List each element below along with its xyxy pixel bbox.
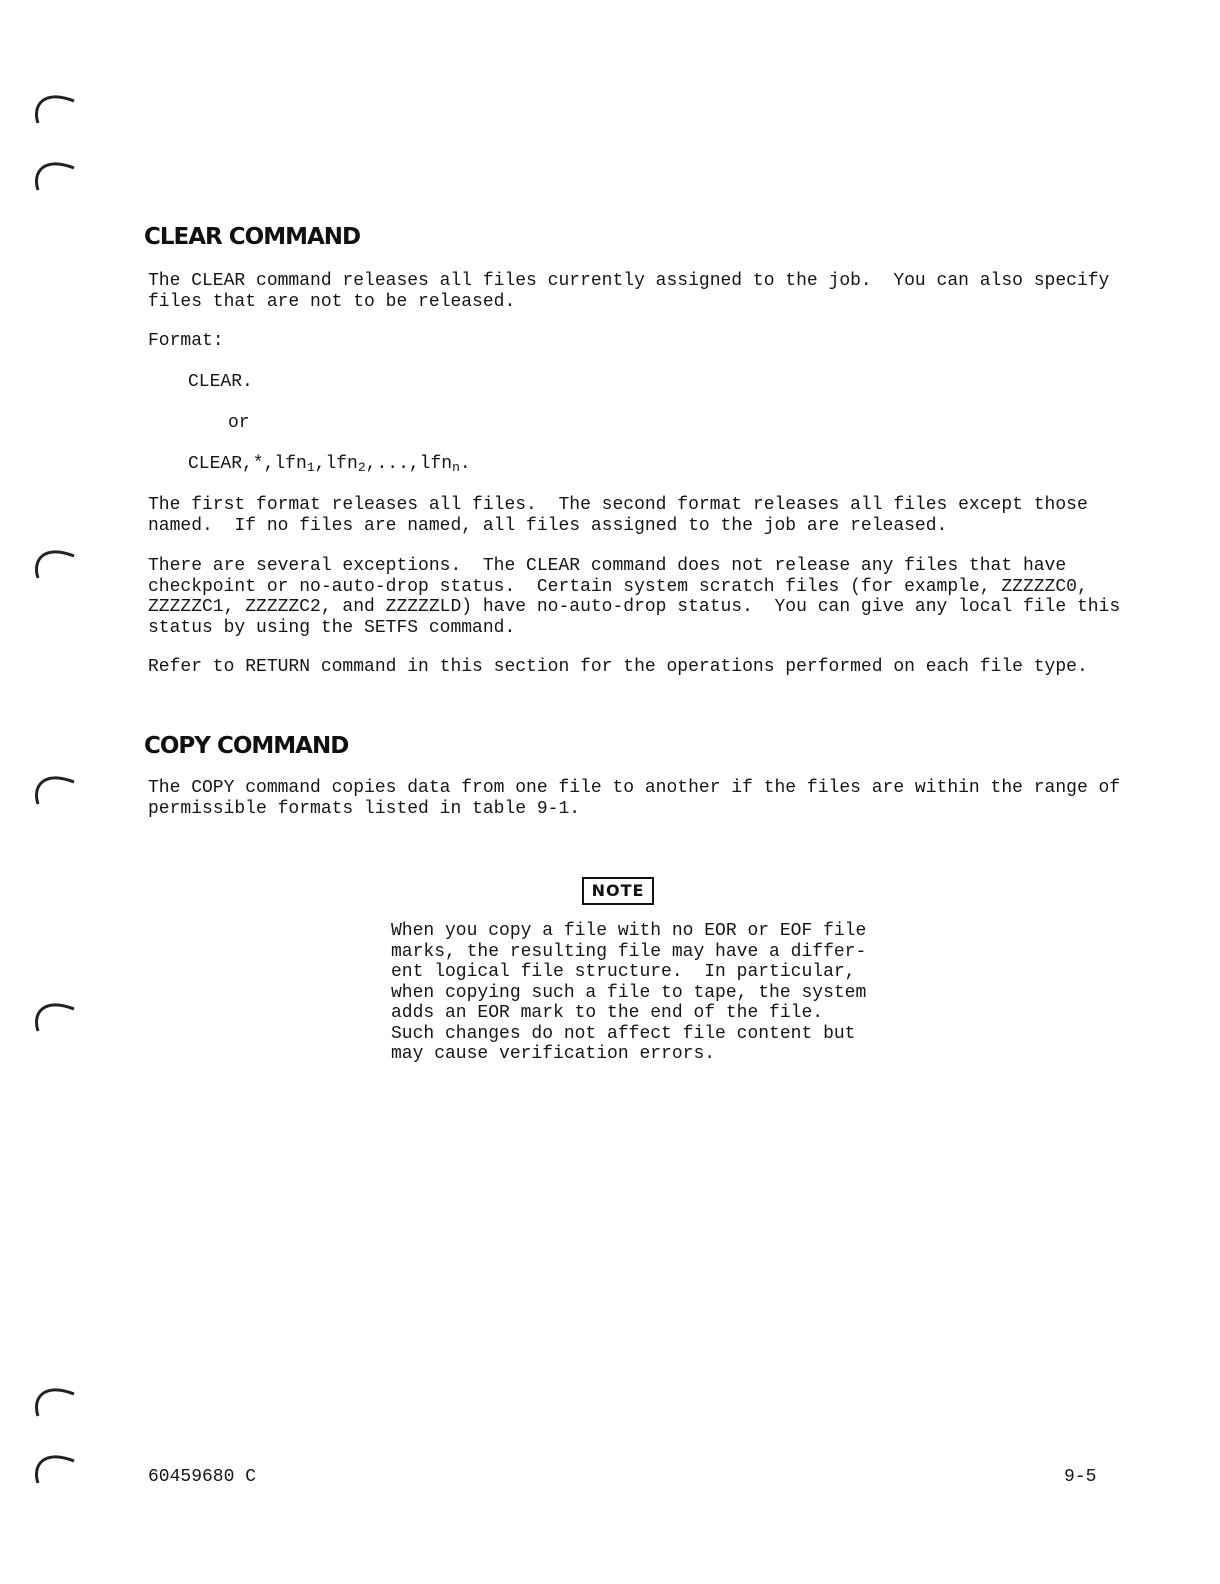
page-number: 9-5	[1064, 1467, 1097, 1487]
clear-exceptions-paragraph: There are several exceptions. The CLEAR command does not release any files that have checkpoint or no-auto-drop status. Certain system scratch files (for example, ZZZZZC0, ZZZZZC1, ZZZZZC2, and ZZZZZLD) have no-auto-drop status. You can give any local file this status by using the SETFS command.	[148, 556, 1121, 638]
copy-command-heading: COPY COMMAND	[144, 733, 349, 759]
clear-intro-paragraph: The CLEAR command releases all files currently assigned to the job. You can also specify files that are not to be released.	[148, 271, 1110, 312]
note-text: When you copy a file with no EOR or EOF file marks, the resulting file may have a differ- ent logical file structure. In particular, when copying such a file to tape, the system adds an EOR mark to the end of the file. Such changes do not affect file content but may cause verification errors.	[391, 921, 867, 1064]
document-number: 60459680 C	[148, 1467, 257, 1487]
binder-hole-mark-icon	[30, 1378, 80, 1418]
binder-hole-mark-icon	[30, 993, 80, 1033]
clear-refer-paragraph: Refer to RETURN command in this section for the operations performed on each file type.	[148, 657, 1088, 677]
note-label-box: NOTE	[582, 877, 654, 905]
binder-hole-mark-icon	[30, 85, 80, 125]
or-separator: or	[228, 413, 250, 433]
clear-format-2: CLEAR,*,lfn$_1$,lfn$_2$,...,lfn$_n$.	[188, 454, 471, 475]
copy-intro-paragraph: The COPY command copies data from one file to another if the files are within the range of permissible formats listed in table 9-1.	[148, 778, 1121, 819]
clear-format-explanation: The first format releases all files. The second format releases all files except those named. If no files are named, all files assigned to the job are released.	[148, 495, 1088, 536]
binder-hole-mark-icon	[30, 540, 80, 580]
binder-hole-mark-icon	[30, 1445, 80, 1485]
clear-format-1: CLEAR.	[188, 372, 253, 392]
binder-hole-mark-icon	[30, 152, 80, 192]
binder-hole-mark-icon	[30, 766, 80, 806]
clear-command-heading: CLEAR COMMAND	[144, 224, 361, 250]
format-label: Format:	[148, 331, 224, 351]
